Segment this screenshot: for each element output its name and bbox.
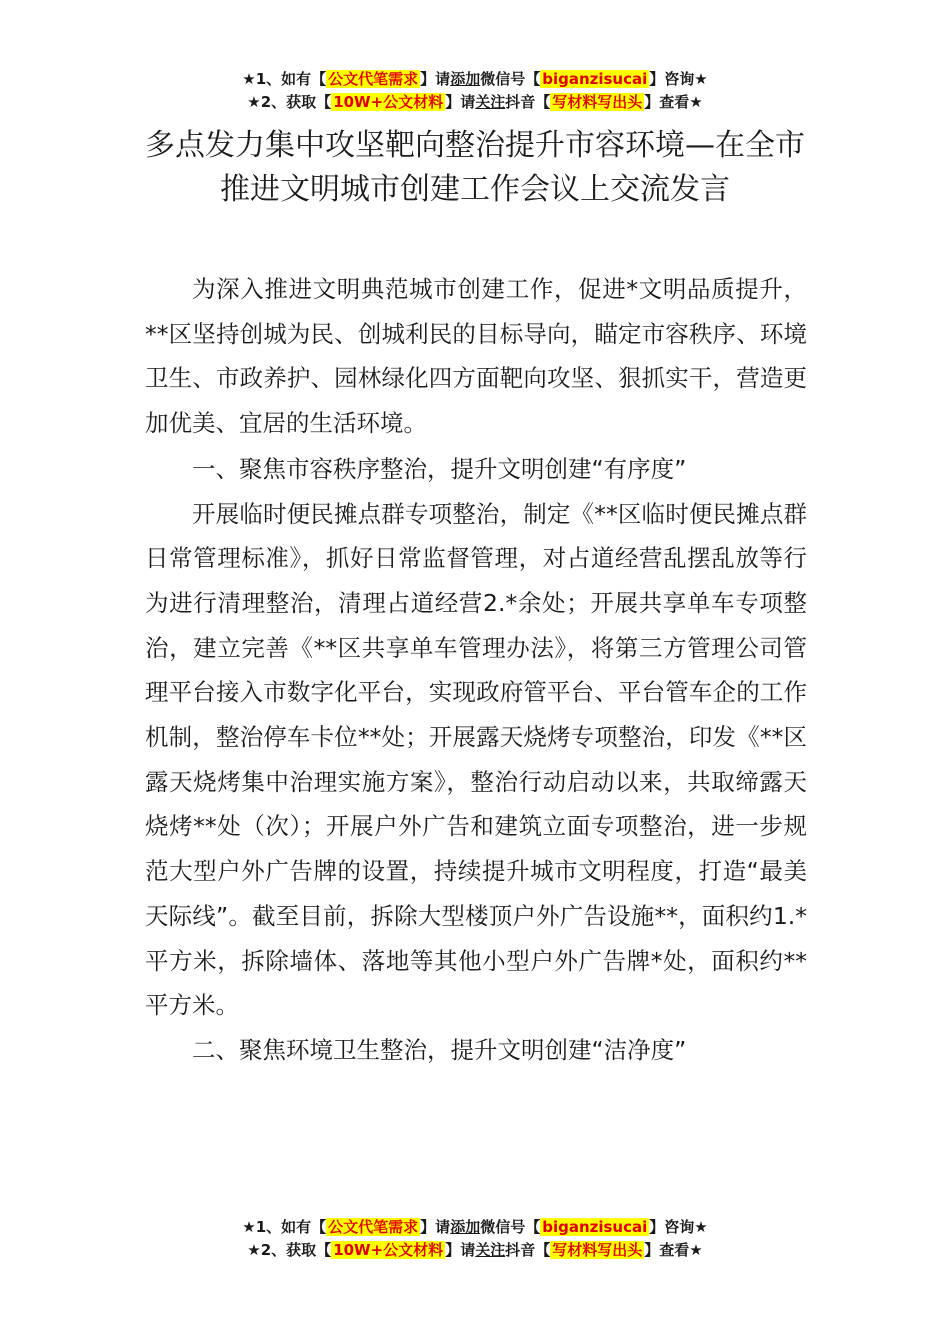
- document-title: 多点发力集中攻坚靶向整治提升市容环境—在全市推进文明城市创建工作会议上交流发言: [145, 128, 805, 207]
- banner-text: 】请: [420, 70, 451, 88]
- banner-highlight: biganzisucai: [542, 1218, 648, 1236]
- banner-text: 】请: [445, 1241, 476, 1259]
- banner-highlight: 写材料写出头: [552, 1241, 643, 1259]
- banner-text: 】查看★: [644, 1241, 703, 1259]
- banner-text: 抖音【: [505, 93, 551, 111]
- banner-text: 抖音【: [505, 1241, 551, 1259]
- banner-text: 】查看★: [644, 93, 703, 111]
- intro-paragraph: 为深入推进文明典范城市创建工作，促进*文明品质提升，**区坚持创城为民、创城利民的目标导向，瞄定市容秩序、环境卫生、市政养护、园林绿化四方面靶向攻坚、狠抓实干，营造更加优美、宜居的生活环境。: [145, 275, 807, 438]
- banner-highlight: 10W+公文材料: [333, 1241, 444, 1259]
- banner-line-2: [0, 91, 950, 114]
- banner-text: 】咨询★: [649, 70, 708, 88]
- banner-text: 】请: [445, 93, 476, 111]
- banner-highlight: 写材料写出头: [552, 93, 643, 111]
- banner-line-1: [0, 68, 950, 91]
- banner-text: ★1、如有【: [242, 1218, 327, 1236]
- banner-text: 】请: [420, 1218, 451, 1236]
- banner-text: 微信号【: [480, 1218, 541, 1236]
- section-heading-2: 二、聚焦环境卫生整治，提升文明创建“洁净度”: [192, 1035, 687, 1064]
- banner-line-1: [0, 1216, 950, 1239]
- banner-highlight: 10W+公文材料: [333, 93, 444, 111]
- banner-emphasis: 添加: [450, 70, 481, 88]
- banner-text: ★1、如有【: [242, 70, 327, 88]
- banner-emphasis: 关注: [475, 93, 506, 111]
- banner-highlight: 公文代笔需求: [328, 70, 419, 88]
- banner-emphasis: 关注: [475, 1241, 506, 1259]
- document-body: [145, 267, 807, 1073]
- banner-line-2: [0, 1239, 950, 1262]
- banner-text: 微信号【: [480, 70, 541, 88]
- banner-emphasis: 添加: [450, 1218, 481, 1236]
- section-paragraph-1: 开展临时便民摊点群专项整治，制定《**区临时便民摊点群日常管理标准》，抓好日常监督管理，对占道经营乱摆乱放等行为进行清理整治，清理占道经营2.*余处；开展共享单车专项整治，建立完善《**区共享单车管理办法》，将第三方管理公司管理平台接入市数字化平台，实现政府管平台、平台管车企的工作机制，整治停车卡位**处；开展露天烧烤专项整治，印发《**区露天烧烤集中治理实施方案》，整治行动启动以来，共取缔露天烧烤**处（次）；开展户外广告和建筑立面专项整治，进一步规范大型户外广告牌的设置，持续提升城市文明程度，打造“最美天际线”。截至目前，拆除大型楼顶户外广告设施**，面积约1.*平方米，拆除墙体、落地等其他小型户外广告牌*处，面积约**平方米。: [145, 499, 807, 1020]
- banner-text: ★2、获取【: [247, 93, 332, 111]
- footer-banner: [0, 1216, 950, 1262]
- banner-highlight: biganzisucai: [542, 70, 648, 88]
- banner-text: 】咨询★: [649, 1218, 708, 1236]
- banner-highlight: 公文代笔需求: [328, 1218, 419, 1236]
- banner-text: ★2、获取【: [247, 1241, 332, 1259]
- header-banner: [0, 68, 950, 114]
- section-heading-1: 一、聚焦市容秩序整治，提升文明创建“有序度”: [192, 454, 687, 483]
